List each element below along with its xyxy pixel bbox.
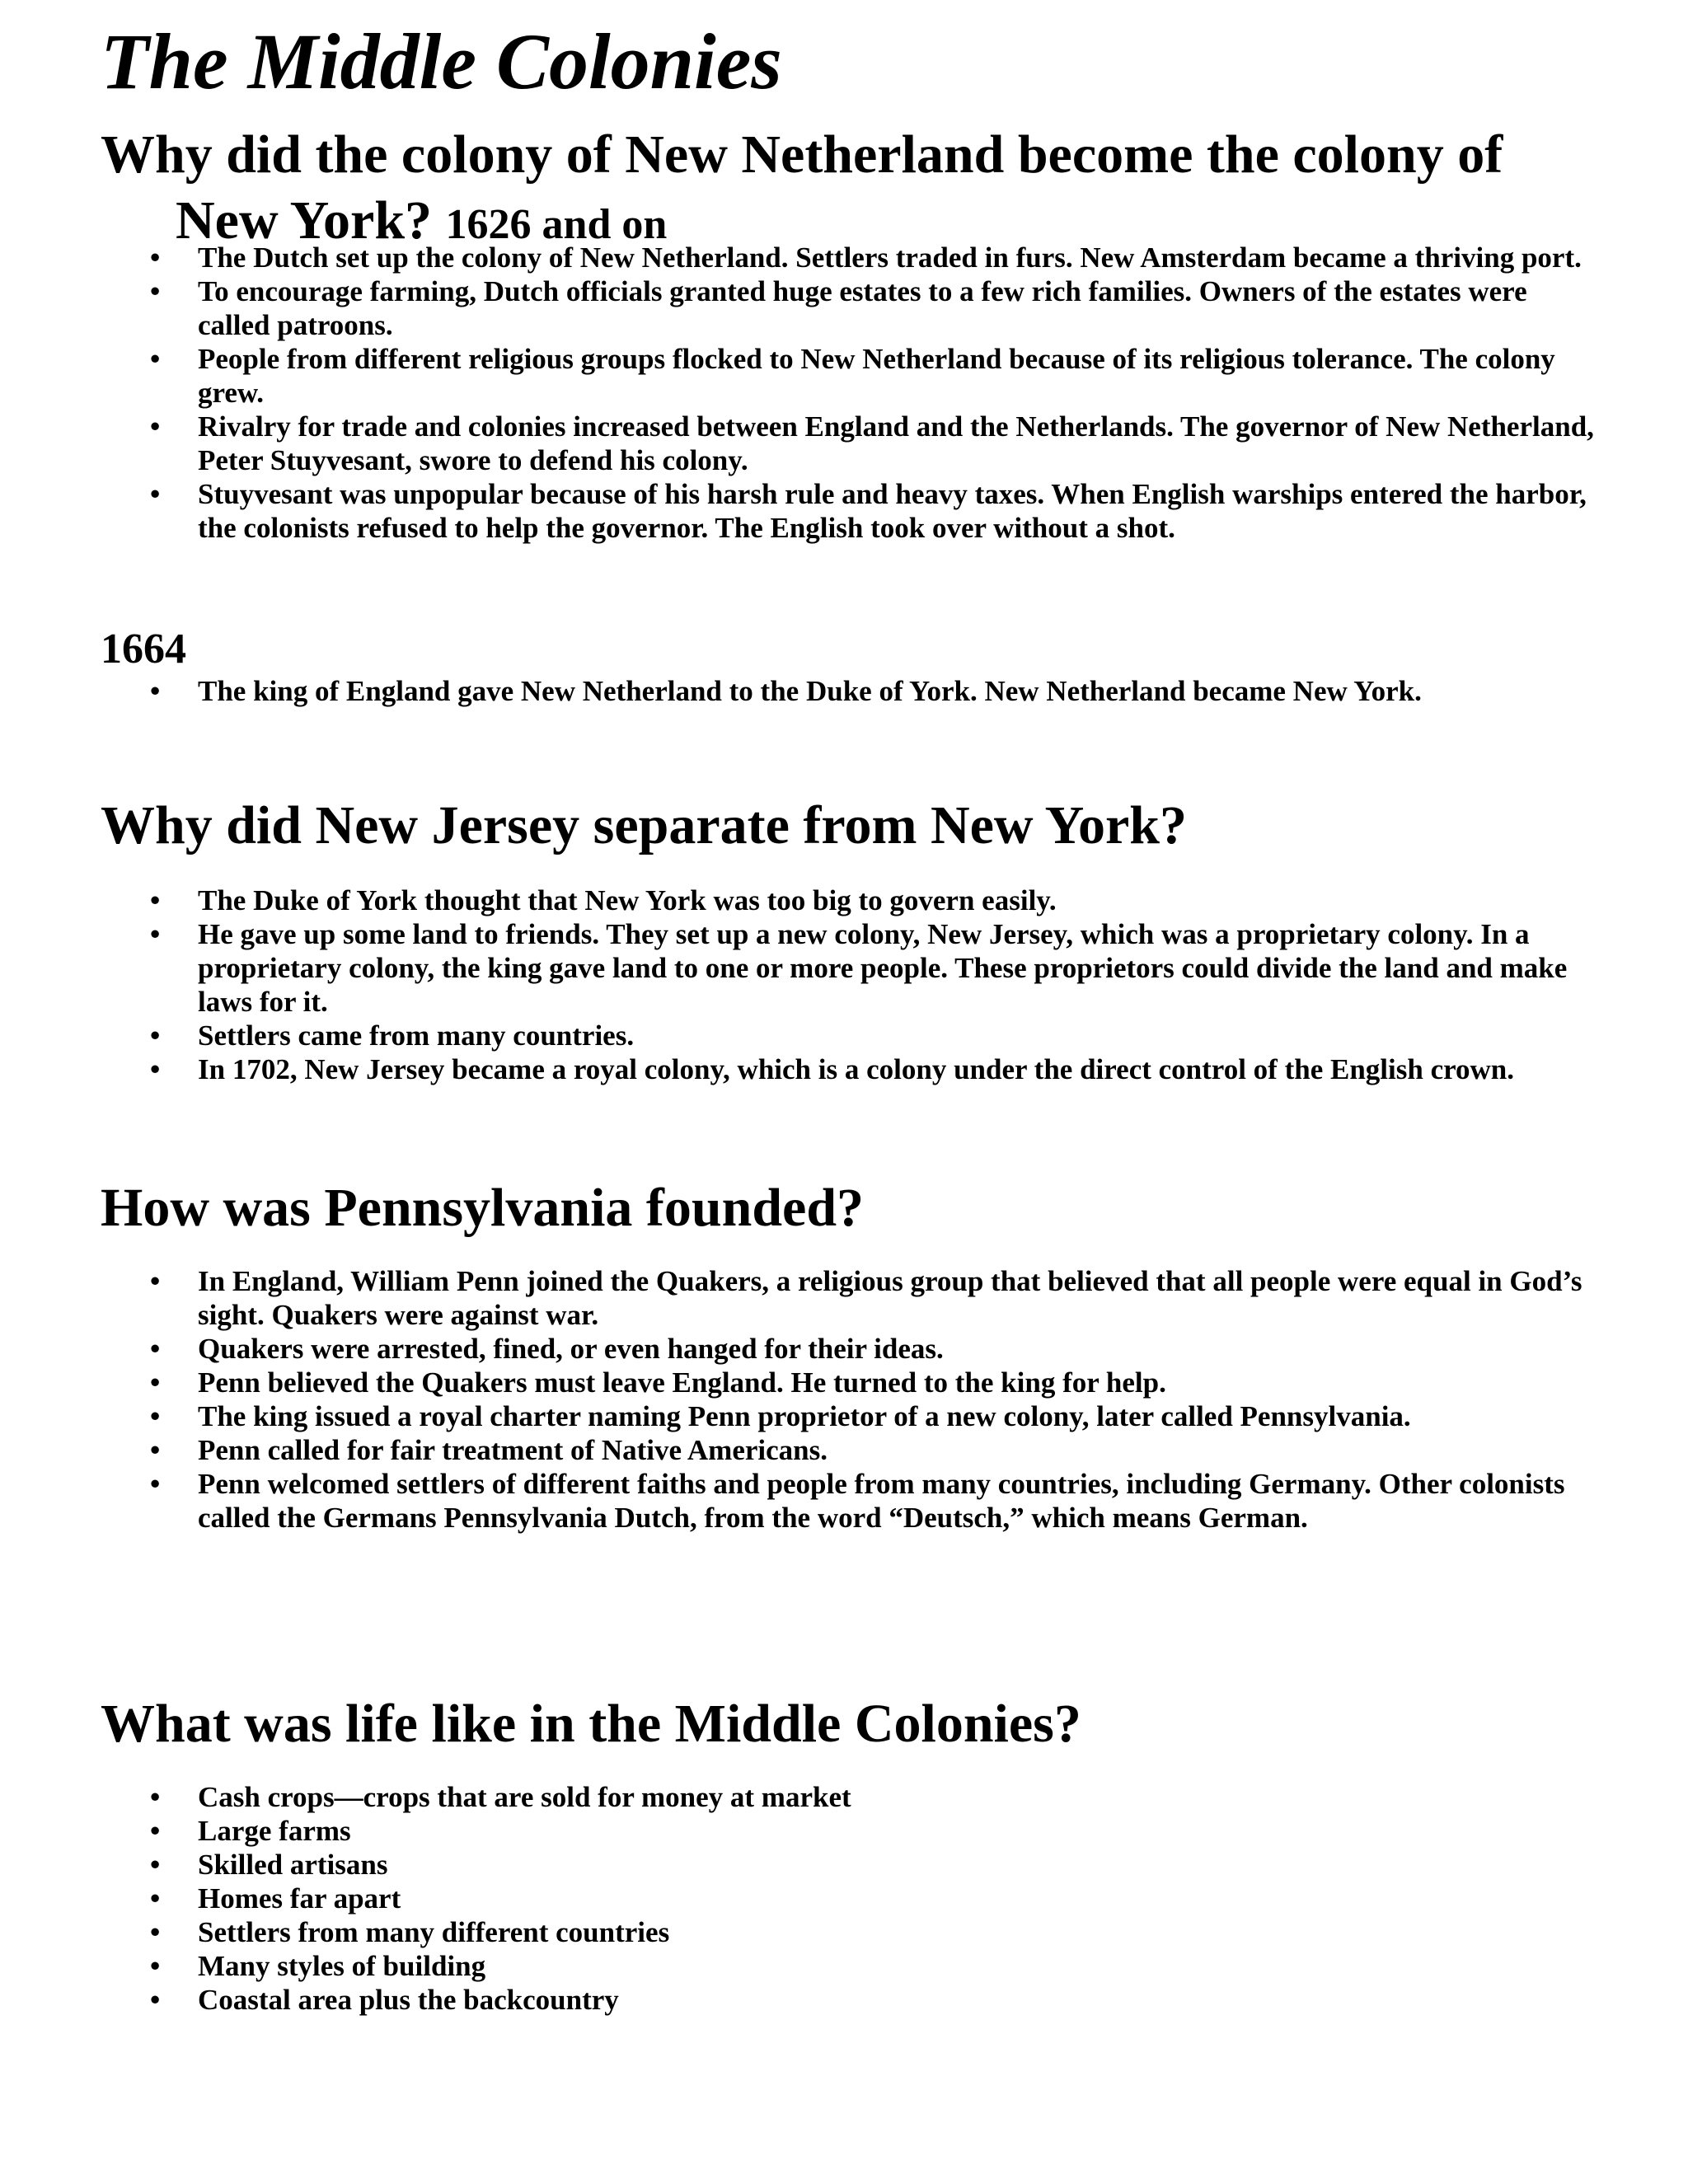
bullet-icon: • [150,410,161,443]
section-heading-middle-colonies-life: What was life like in the Middle Colonies? [101,1694,1081,1754]
bullet-icon: • [150,1916,161,1948]
list-item-text: Stuyvesant was unpopular because of his harsh rule and heavy taxes. When English warships entered the harbor, the colonists refused to help the governor. The English took over without a shot. [198,478,1587,544]
bullet-icon: • [150,275,161,307]
section-heading-new-york [101,122,1503,258]
bullet-list-new-jersey [0,883,1599,1086]
list-item-text: In 1702, New Jersey became a royal colony, which is a colony under the direct control of the English crown. [198,1053,1514,1085]
list-item [0,1467,1615,1535]
section-heading-pennsylvania: How was Pennsylvania founded? [101,1178,865,1238]
bullet-icon: • [150,343,161,375]
list-item [0,883,1599,917]
list-item [0,342,1599,410]
list-item [0,1399,1615,1433]
list-item [0,1814,1599,1848]
list-item-text: The king of England gave New Netherland to the Duke of York. New Netherland became New York. [198,675,1422,707]
bullet-icon: • [150,1984,161,2016]
bullet-list-pennsylvania [0,1264,1615,1535]
bullet-list-life [0,1780,1599,2017]
list-item [0,1780,1599,1814]
list-item-text: Penn believed the Quakers must leave England. He turned to the king for help. [198,1366,1166,1399]
bullet-icon: • [150,1333,161,1365]
list-item-text: Skilled artisans [198,1849,388,1881]
list-item [0,477,1599,545]
list-item [0,1848,1599,1882]
bullet-icon: • [150,884,161,916]
bullet-icon: • [150,918,161,950]
bullet-icon: • [150,1366,161,1399]
list-item [0,1433,1615,1467]
list-item-text: Homes far apart [198,1882,401,1915]
list-item-text: The Dutch set up the colony of New Netherland. Settlers traded in furs. New Amsterdam became a thriving port. [198,241,1582,274]
heading-line: Why did the colony of New Netherland become the colony of [101,124,1503,185]
bullet-list-1664 [0,674,1599,708]
list-item [0,1882,1599,1915]
bullet-icon: • [150,1265,161,1297]
bullet-icon: • [150,478,161,510]
list-item [0,1264,1615,1332]
bullet-icon: • [150,241,161,274]
list-item-text: The king issued a royal charter naming Penn proprietor of a new colony, later called Pennsylvania. [198,1400,1411,1432]
list-item-text: Settlers from many different countries [198,1916,670,1948]
bullet-icon: • [150,1400,161,1432]
page-title: The Middle Colonies [101,17,782,105]
subheading-1664: 1664 [101,626,186,673]
list-item [0,1052,1599,1086]
list-item-text: He gave up some land to friends. They set up a new colony, New Jersey, which was a proprietary colony. In a proprietary colony, the king gave land to one or more people. These proprietors could divide the land and make laws for it. [198,918,1568,1018]
list-item-text: People from different religious groups flocked to New Netherland because of its religious tolerance. The colony grew. [198,343,1555,409]
list-item [0,917,1599,1019]
list-item [0,241,1599,274]
list-item [0,1915,1599,1949]
bullet-icon: • [150,1434,161,1466]
bullet-icon: • [150,675,161,707]
list-item-text: Coastal area plus the backcountry [198,1984,619,2016]
bullet-icon: • [150,1019,161,1052]
heading-line: New York? [176,190,433,251]
list-item-text: In England, William Penn joined the Quakers, a religious group that believed that all people were equal in God’s sight. Quakers were against war. [198,1265,1582,1331]
list-item [0,1332,1615,1366]
list-item [0,1366,1615,1399]
list-item-text: Cash crops—crops that are sold for money at market [198,1781,851,1813]
list-item [0,1019,1599,1052]
list-item-text: To encourage farming, Dutch officials granted huge estates to a few rich families. Owners of the estates were called patroons. [198,275,1527,341]
list-item-text: The Duke of York thought that New York was too big to govern easily. [198,884,1057,916]
list-item [0,410,1599,477]
list-item [0,1949,1599,1983]
heading-date: 1626 and on [445,201,668,248]
bullet-icon: • [150,1468,161,1500]
bullet-icon: • [150,1781,161,1813]
bullet-icon: • [150,1053,161,1085]
bullet-icon: • [150,1815,161,1847]
list-item-text: Penn called for fair treatment of Native Americans. [198,1434,828,1466]
list-item-text: Large farms [198,1815,351,1847]
bullet-icon: • [150,1849,161,1881]
bullet-icon: • [150,1882,161,1915]
bullet-list-new-york [0,241,1599,545]
list-item-text: Settlers came from many countries. [198,1019,635,1052]
list-item-text: Penn welcomed settlers of different faiths and people from many countries, including Germany. Other colonists called the Germans Pennsylvania Dutch, from the word “Deutsch,” which means German. [198,1468,1565,1534]
list-item-text: Rivalry for trade and colonies increased between England and the Netherlands. The governor of New Netherland, Peter Stuyvesant, swore to defend his colony. [198,410,1594,476]
list-item-text: Many styles of building [198,1950,486,1982]
list-item [0,674,1599,708]
section-heading-new-jersey: Why did New Jersey separate from New York? [101,795,1187,855]
list-item-text: Quakers were arrested, fined, or even hanged for their ideas. [198,1333,944,1365]
bullet-icon: • [150,1950,161,1982]
list-item [0,274,1599,342]
list-item [0,1983,1599,2017]
